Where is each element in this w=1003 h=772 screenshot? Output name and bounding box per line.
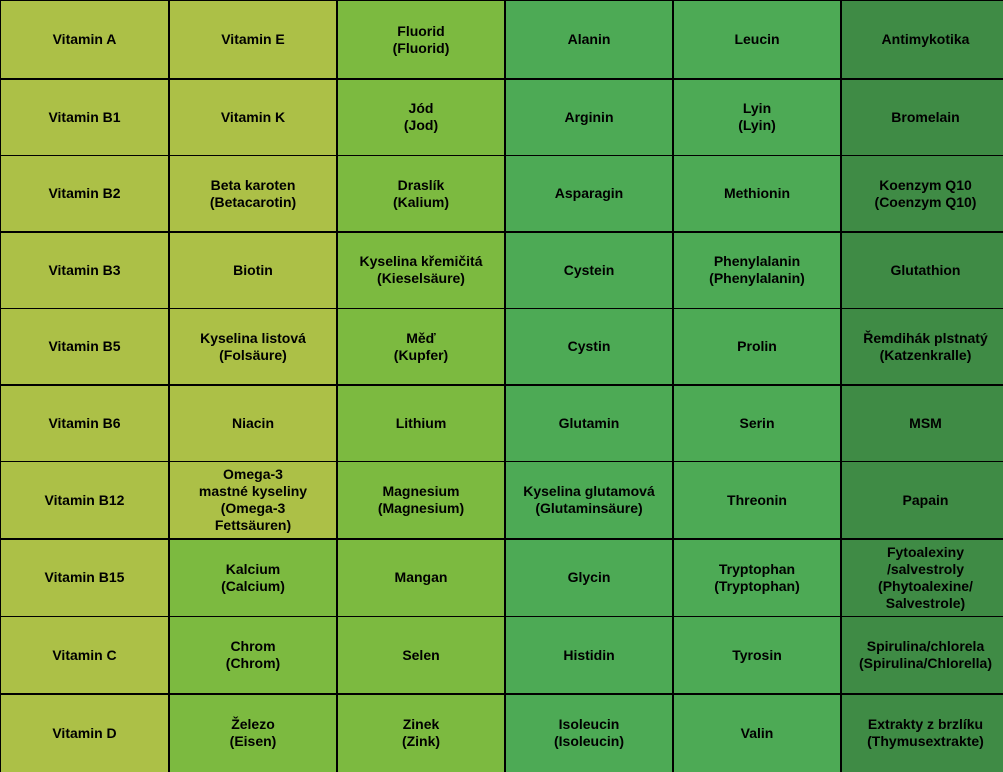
table-cell: Kyselina křemičitá (Kieselsäure): [338, 233, 504, 308]
table-cell: Vitamin B15: [1, 540, 168, 616]
table-cell: Bromelain: [842, 80, 1003, 155]
table-cell: Beta karoten (Betacarotin): [170, 156, 336, 231]
table-cell: Fluorid (Fluorid): [338, 1, 504, 78]
table-cell: Vitamin C: [1, 617, 168, 693]
table-cell: Spirulina/chlorela (Spirulina/Chlorella): [842, 617, 1003, 693]
table-cell: Kyselina listová (Folsäure): [170, 309, 336, 384]
table-cell: Zinek (Zink): [338, 695, 504, 772]
table-cell: Antimykotika: [842, 1, 1003, 78]
table-cell: Železo (Eisen): [170, 695, 336, 772]
table-cell: Vitamin B5: [1, 309, 168, 384]
table-cell: Vitamin B2: [1, 156, 168, 231]
table-cell: Draslík (Kalium): [338, 156, 504, 231]
table-cell: Kalcium (Calcium): [170, 540, 336, 616]
table-cell: Extrakty z brzlíku (Thymusextrakte): [842, 695, 1003, 772]
table-cell: Vitamin B12: [1, 462, 168, 538]
table-cell: Kyselina glutamová (Glutaminsäure): [506, 462, 672, 538]
table-cell: Papain: [842, 462, 1003, 538]
table-cell: Vitamin D: [1, 695, 168, 772]
table-cell: Isoleucin (Isoleucin): [506, 695, 672, 772]
table-cell: Asparagin: [506, 156, 672, 231]
table-cell: Vitamin B6: [1, 386, 168, 461]
table-cell: Lyin (Lyin): [674, 80, 840, 155]
table-cell: Phenylalanin (Phenylalanin): [674, 233, 840, 308]
table-cell: Koenzym Q10 (Coenzym Q10): [842, 156, 1003, 231]
table-cell: Lithium: [338, 386, 504, 461]
table-cell: Cystein: [506, 233, 672, 308]
table-cell: Alanin: [506, 1, 672, 78]
table-cell: Glutamin: [506, 386, 672, 461]
table-cell: Selen: [338, 617, 504, 693]
table-cell: Methionin: [674, 156, 840, 231]
table-cell: Řemdihák plstnatý (Katzenkralle): [842, 309, 1003, 384]
table-cell: Valin: [674, 695, 840, 772]
table-cell: Arginin: [506, 80, 672, 155]
table-cell: Vitamin E: [170, 1, 336, 78]
table-cell: Chrom (Chrom): [170, 617, 336, 693]
table-cell: Magnesium (Magnesium): [338, 462, 504, 538]
table-cell: Cystin: [506, 309, 672, 384]
table-cell: Tryptophan (Tryptophan): [674, 540, 840, 616]
table-cell: Prolin: [674, 309, 840, 384]
table-cell: Serin: [674, 386, 840, 461]
table-cell: Měď (Kupfer): [338, 309, 504, 384]
table-cell: Vitamin K: [170, 80, 336, 155]
table-cell: Glutathion: [842, 233, 1003, 308]
table-cell: Leucin: [674, 1, 840, 78]
table-cell: Omega-3 mastné kyseliny (Omega-3 Fettsäuren): [170, 462, 336, 538]
table-cell: Threonin: [674, 462, 840, 538]
table-cell: MSM: [842, 386, 1003, 461]
table-cell: Niacin: [170, 386, 336, 461]
table-cell: Tyrosin: [674, 617, 840, 693]
table-cell: Jód (Jod): [338, 80, 504, 155]
table-cell: Vitamin B1: [1, 80, 168, 155]
table-cell: Histidin: [506, 617, 672, 693]
table-cell: Vitamin B3: [1, 233, 168, 308]
table-cell: Biotin: [170, 233, 336, 308]
table-cell: Fytoalexiny /salvestroly (Phytoalexine/ Salvestrole): [842, 540, 1003, 616]
table-cell: Mangan: [338, 540, 504, 616]
table-cell: Glycin: [506, 540, 672, 616]
table-cell: Vitamin A: [1, 1, 168, 78]
